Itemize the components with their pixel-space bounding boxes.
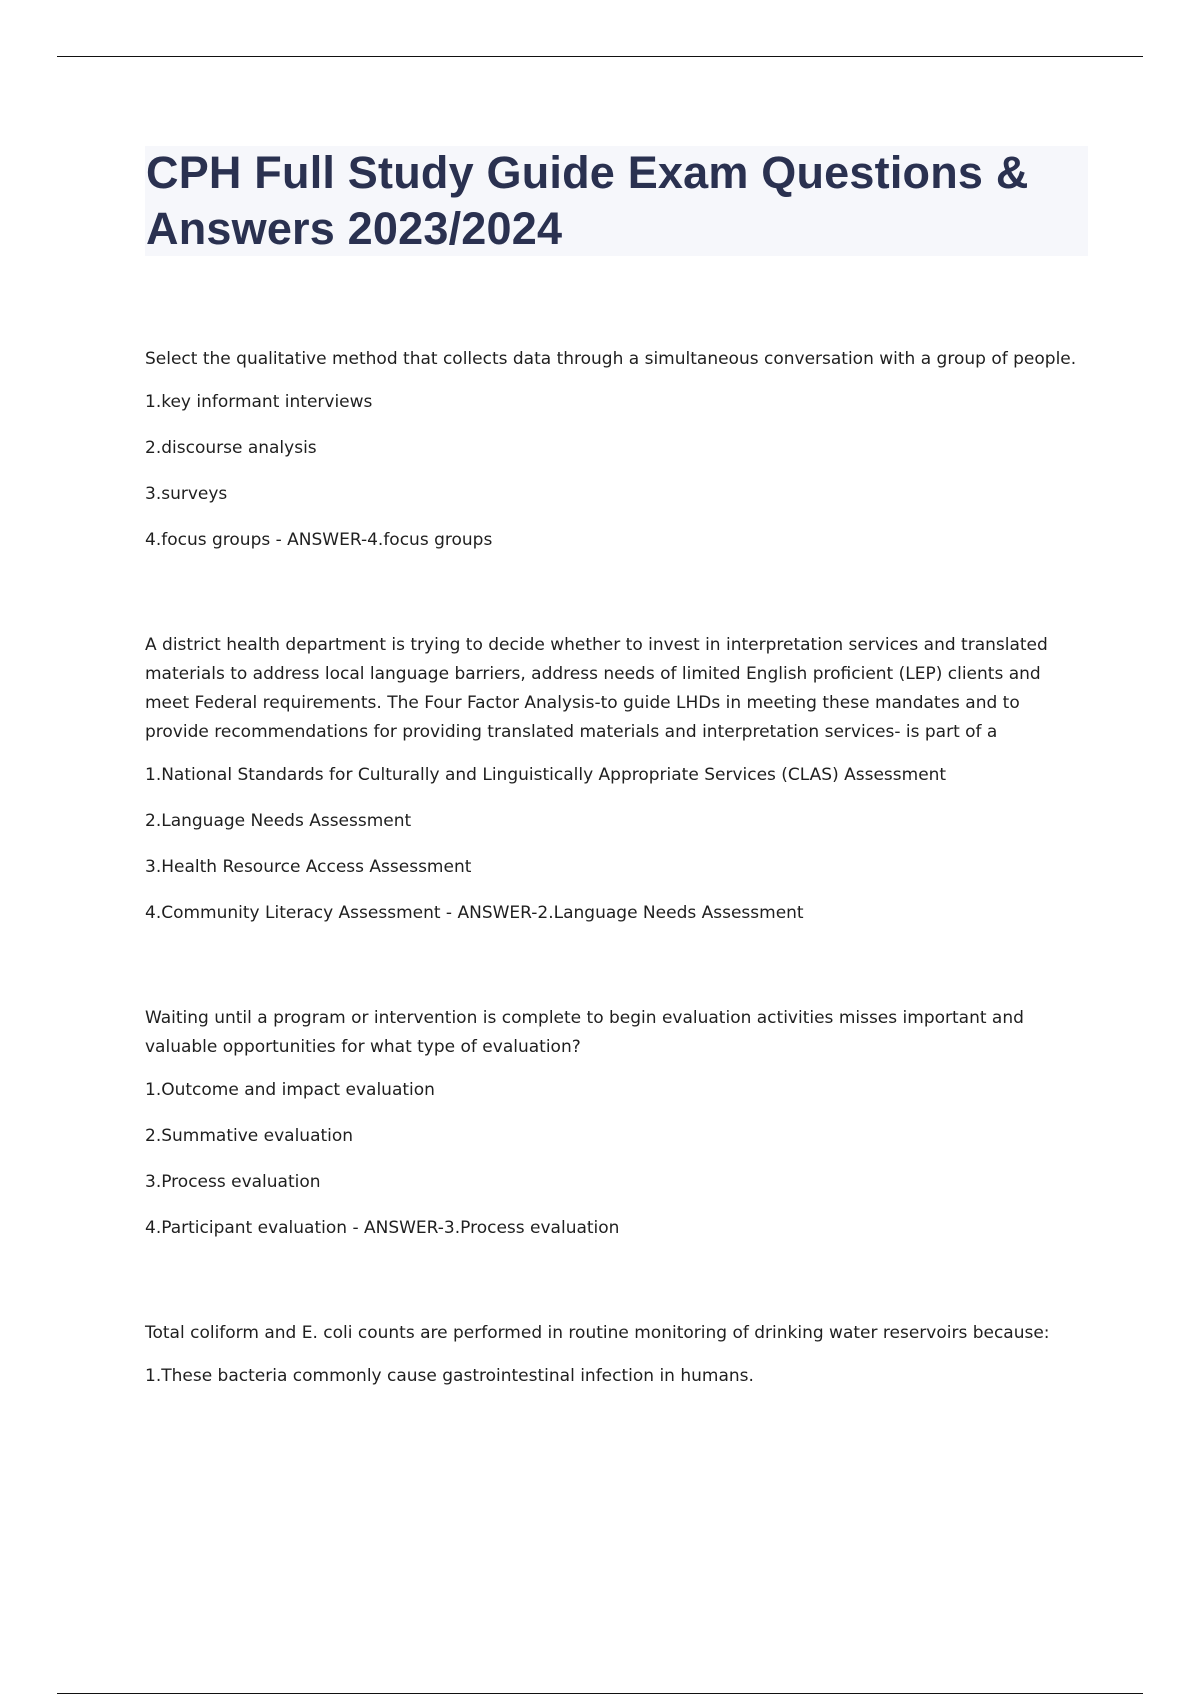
answer-option: 2.Summative evaluation — [145, 1126, 354, 1146]
answer-option: 4.Community Literacy Assessment - ANSWER-2.Language Needs Assessment — [145, 903, 804, 923]
question-block — [145, 631, 1085, 928]
question-block — [145, 345, 1085, 555]
answer-option: 1.Outcome and impact evaluation — [145, 1080, 435, 1100]
answer-option: 4.focus groups - ANSWER-4.focus groups — [145, 530, 493, 550]
answer-option: 1.These bacteria commonly cause gastrointestinal infection in humans. — [145, 1366, 754, 1386]
question-block — [145, 1319, 1085, 1391]
answer-option: 2.Language Needs Assessment — [145, 811, 412, 831]
top-divider — [57, 56, 1143, 57]
question-text: Waiting until a program or intervention is complete to begin evaluation activities misses important and valuable opportunities for what type of evaluation? — [145, 1008, 1024, 1057]
answer-option: 3.Process evaluation — [145, 1172, 321, 1192]
page-title: CPH Full Study Guide Exam Questions & Answers 2023/2024 — [146, 147, 1029, 254]
question-text: Select the qualitative method that collects data through a simultaneous conversation with a group of people. — [145, 349, 1077, 369]
answer-option: 1.key informant interviews — [145, 392, 373, 412]
answer-option: 1.National Standards for Culturally and Linguistically Appropriate Services (CLAS) Assessment — [145, 765, 947, 785]
answer-option: 2.discourse analysis — [145, 438, 317, 458]
qa-list — [145, 345, 1085, 1467]
answer-option: 3.surveys — [145, 484, 228, 504]
question-text: Total coliform and E. coli counts are performed in routine monitoring of drinking water reservoirs because: — [145, 1323, 1050, 1343]
answer-option: 3.Health Resource Access Assessment — [145, 857, 472, 877]
question-block — [145, 1004, 1085, 1243]
answer-option: 4.Participant evaluation - ANSWER-3.Process evaluation — [145, 1218, 620, 1238]
question-text: A district health department is trying to decide whether to invest in interpretation services and translated materials to address local language barriers, address needs of limited English proficient (LEP) clients and meet Federal requirements. The Four Factor Analysis-to guide LHDs in meeting these mandates and to provide recommendations for providing translated materials and interpretation services- is part of a — [145, 635, 1048, 742]
bottom-divider — [57, 1693, 1143, 1694]
